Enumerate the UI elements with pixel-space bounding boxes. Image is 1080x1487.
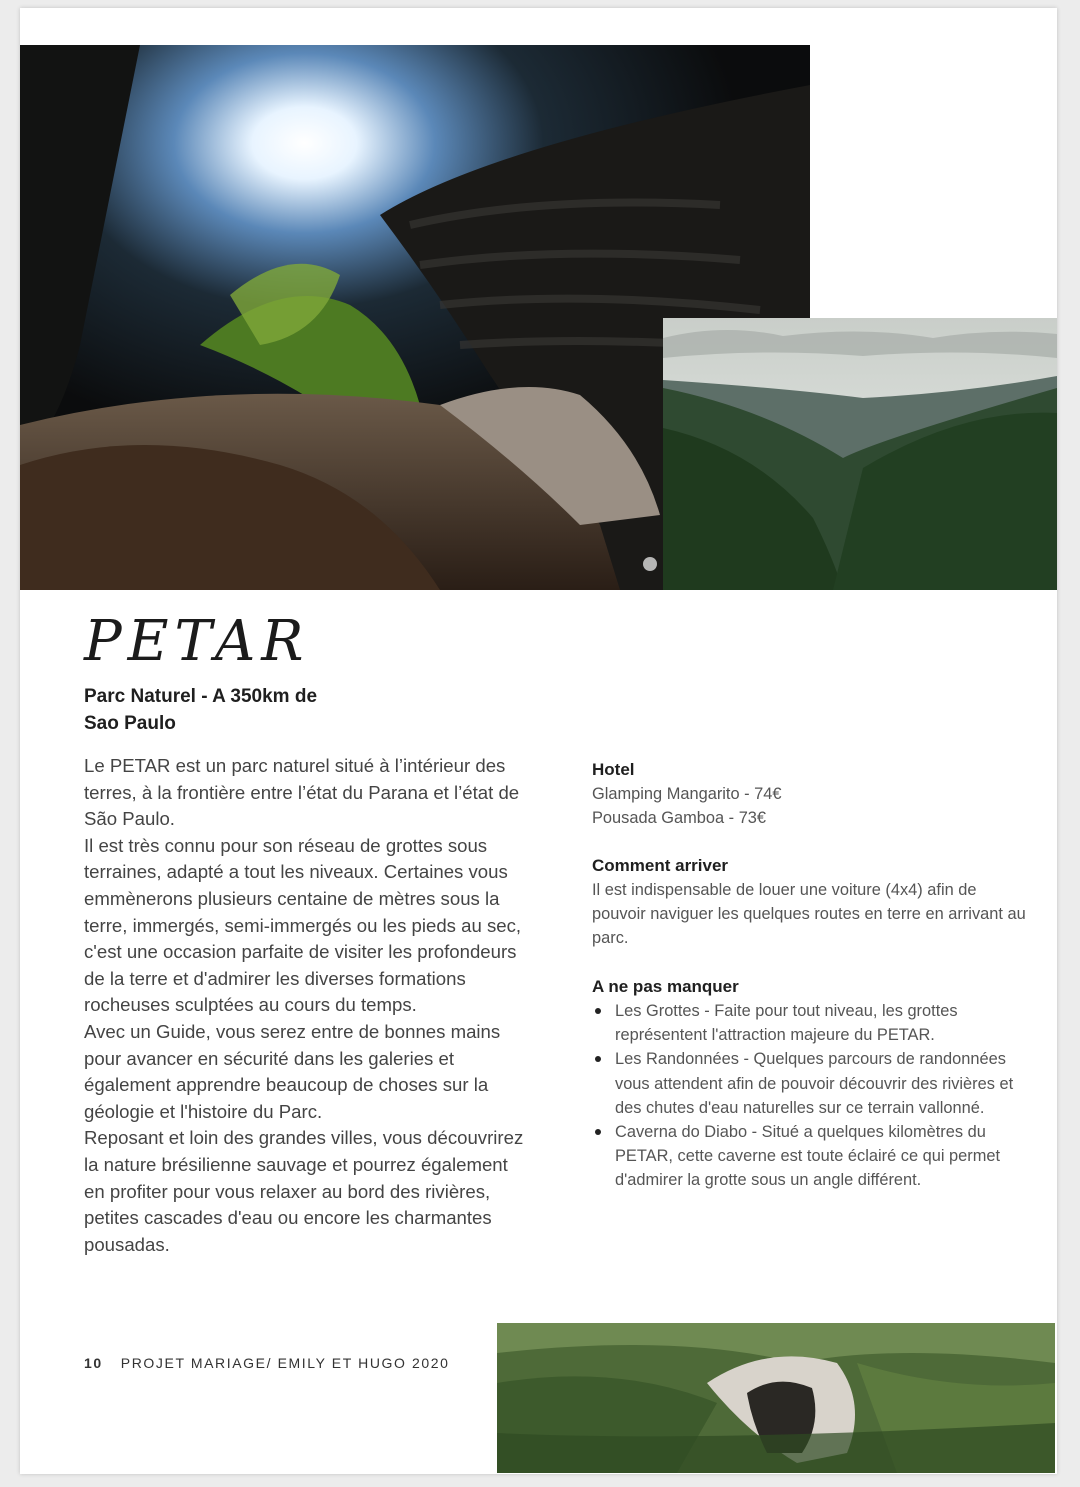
body-paragraph: Le PETAR est un parc naturel situé à l’intérieur des terres, à la frontière entre l’état du Parana et l’état de São Paulo. — [84, 755, 520, 830]
list-item-text: Les Grottes - Faite pour tout niveau, les grottes représentent l'attraction majeure du PETAR. — [615, 1002, 958, 1045]
list-item — [592, 1120, 1032, 1193]
body-paragraph: Avec un Guide, vous serez entre de bonnes mains pour avancer en sécurité dans les galeries et également apprendre beaucoup de choses sur la géologie et l'histoire du Parc. — [84, 1020, 501, 1122]
body-paragraph: Reposant et loin des grandes villes, vous découvrirez la nature brésilienne sauvage et pourrez également en profiter pour vous relaxer au bord des rivières, petites cascades d'eau ou encore les charmantes pousadas. — [84, 1127, 524, 1255]
bullet-icon — [595, 1129, 601, 1135]
bullet-icon — [595, 1008, 601, 1014]
subtitle — [84, 683, 384, 737]
hotel-heading: Hotel — [592, 760, 635, 779]
arrival-text: Il est indispensable de louer une voiture (4x4) afin de pouvoir naviguer les quelques routes en terre en arrivant au parc. — [592, 881, 1026, 948]
page-number: 10 — [84, 1355, 103, 1371]
arrival-heading: Comment arriver — [592, 856, 729, 875]
must-see-section — [592, 975, 1032, 1193]
list-item — [592, 1047, 1032, 1120]
list-item — [592, 999, 1032, 1047]
list-item-text: Caverna do Diabo - Situé a quelques kilomètres du PETAR, cette caverne est toute éclairé ce qui permet d'admirer la grotte sous un angle différent. — [615, 1123, 1001, 1190]
subtitle-line-1: Parc Naturel - A 350km de — [84, 686, 318, 707]
must-see-list — [592, 999, 1032, 1193]
bullet-icon — [595, 1056, 601, 1062]
cave-aerial-photo — [497, 1323, 1055, 1473]
body-text — [84, 753, 524, 1258]
list-item-text: Les Randonnées - Quelques parcours de randonnées vous attendent afin de pouvoir découvrir des rivières et des chutes d'eau naturelles sur ce terrain vallonné. — [615, 1050, 1014, 1117]
arrival-section — [592, 854, 1032, 951]
body-paragraph: Il est très connu pour son réseau de grottes sous terraines, adapté a tout les niveaux. Certaines vous emmènerons plusieurs centaine de mètres sous la terre, immergés, semi-immergés ou les pieds au sec, c'est une occasion parfaite de visiter les profondeurs de la terre et d'admirer les diverses formations rocheuses sculptées au cours du temps. — [84, 834, 522, 1016]
hotel-item: Pousada Gamboa - 73€ — [592, 809, 767, 828]
page-footer — [84, 1355, 450, 1371]
mountain-valley-photo — [663, 318, 1057, 590]
hotel-section — [592, 758, 1032, 830]
footer-text: PROJET MARIAGE/ EMILY ET HUGO 2020 — [120, 1355, 450, 1371]
must-see-heading: A ne pas manquer — [592, 977, 739, 996]
document-page — [20, 8, 1057, 1474]
subtitle-line-2: Sao Paulo — [84, 713, 176, 734]
hotel-item: Glamping Mangarito - 74€ — [592, 785, 782, 803]
page-title: PETAR — [84, 609, 310, 674]
